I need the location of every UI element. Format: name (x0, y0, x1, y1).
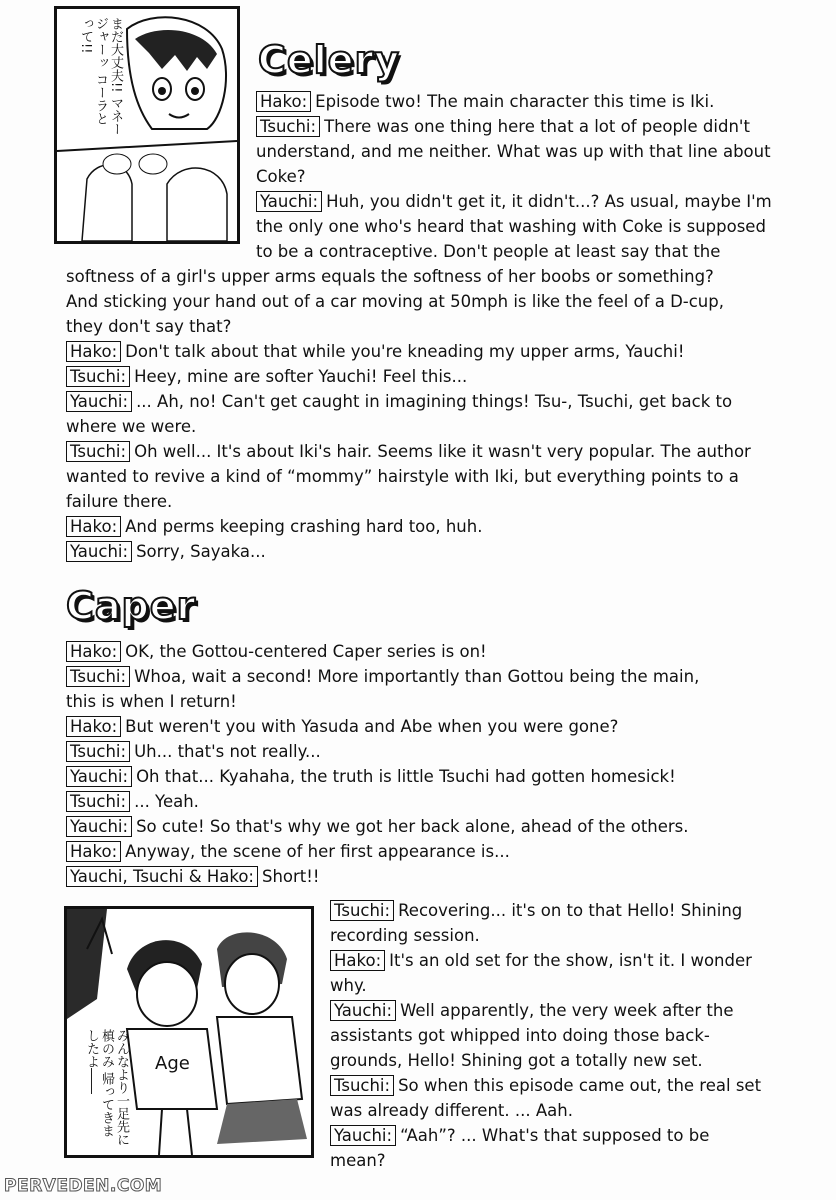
dialogue-text: Sorry, Sayaka... (136, 542, 266, 561)
dialogue-line (66, 314, 826, 339)
speaker-label: Tsuchi: (66, 441, 130, 462)
speaker-label: Hako: (66, 641, 121, 662)
dialogue-line (330, 1148, 830, 1173)
manga-panel-2 (64, 906, 314, 1158)
dialogue-line (256, 164, 826, 189)
dialogue-line (66, 739, 826, 764)
dialogue-line (66, 539, 826, 564)
dialogue-line (330, 898, 830, 923)
dialogue-line (330, 948, 830, 973)
dialogue-line (66, 764, 826, 789)
dialogue-text: Recovering... it's on to that Hello! Shining (398, 901, 743, 920)
speaker-label: Yauchi, Tsuchi & Hako: (66, 866, 258, 887)
dialogue-line (66, 489, 826, 514)
dialogue-line (66, 339, 826, 364)
dialogue-line (66, 814, 826, 839)
dialogue-text: Oh well... It's about Iki's hair. Seems like it wasn't very popular. The author (134, 442, 751, 461)
dialogue-text: grounds, Hello! Shining got a totally new set. (330, 1051, 703, 1070)
dialogue-text: the only one who's heard that washing with Coke is supposed (256, 217, 766, 236)
dialogue-text: But weren't you with Yasuda and Abe when you were gone? (125, 717, 619, 736)
dialogue-line (256, 214, 826, 239)
dialogue-text: Don't talk about that while you're kneading my upper arms, Yauchi! (125, 342, 685, 361)
dialogue-line (330, 973, 830, 998)
dialogue-line (66, 364, 826, 389)
speaker-label: Hako: (330, 950, 385, 971)
speaker-label: Yauchi: (330, 1125, 396, 1146)
dialogue-text: why. (330, 976, 367, 995)
speaker-label: Hako: (66, 716, 121, 737)
speaker-label: Tsuchi: (66, 741, 130, 762)
dialogue-line (66, 464, 826, 489)
dialogue-text: they don't say that? (66, 317, 232, 336)
dialogue-text: Well apparently, the very week after the (400, 1001, 734, 1020)
dialogue-line (330, 1123, 830, 1148)
dialogue-line (256, 89, 826, 114)
speaker-label: Hako: (66, 341, 121, 362)
dialogue-text: recording session. (330, 926, 480, 945)
dialogue-text: ... Ah, no! Can't get caught in imagining things! Tsu-, Tsuchi, get back to (136, 392, 733, 411)
dialogue-text: assistants got whipped into doing those back- (330, 1026, 710, 1045)
dialogue-line (256, 114, 826, 139)
dialogue-text: And sticking your hand out of a car moving at 50mph is like the feel of a D-cup, (66, 292, 724, 311)
dialogue-text: So when this episode came out, the real set (398, 1076, 762, 1095)
speaker-label: Tsuchi: (66, 366, 130, 387)
dialogue-line (66, 414, 826, 439)
dialogue-text: was already different. ... Aah. (330, 1101, 573, 1120)
panel-2-japanese-text: みんなより一足先に 槙のみ 帰ってきましたよ―― (84, 1029, 129, 1146)
dialogue-line (256, 239, 826, 264)
speaker-label: Hako: (66, 841, 121, 862)
dialogue-line (330, 1023, 830, 1048)
caper-dialogue-right (330, 898, 830, 1173)
dialogue-text: Anyway, the scene of her first appearance is... (125, 842, 510, 861)
dialogue-text: “Aah”? ... What's that supposed to be (400, 1126, 710, 1145)
dialogue-line (66, 289, 826, 314)
dialogue-line (66, 389, 826, 414)
speaker-label: Yauchi: (66, 541, 132, 562)
speaker-label: Yauchi: (66, 766, 132, 787)
dialogue-text: to be a contraceptive. Don't people at least say that the (256, 242, 721, 261)
watermark: PERVEDEN.COM (4, 1176, 163, 1196)
dialogue-line (66, 789, 826, 814)
dialogue-text: Huh, you didn't get it, it didn't...? As usual, maybe I'm (326, 192, 772, 211)
dialogue-text: mean? (330, 1151, 386, 1170)
dialogue-text: Heey, mine are softer Yauchi! Feel this... (134, 367, 468, 386)
dialogue-text: Whoa, wait a second! More importantly than Gottou being the main, (134, 667, 700, 686)
dialogue-text: Short!! (262, 867, 320, 886)
speaker-label: Yauchi: (256, 191, 322, 212)
speaker-label: Tsuchi: (330, 1075, 394, 1096)
caper-dialogue (66, 639, 826, 889)
dialogue-line (330, 1048, 830, 1073)
dialogue-line (66, 689, 826, 714)
dialogue-text: this is when I return! (66, 692, 237, 711)
dialogue-line (330, 1073, 830, 1098)
dialogue-text: And perms keeping crashing hard too, huh. (125, 517, 483, 536)
speaker-label: Hako: (256, 91, 311, 112)
dialogue-text: Coke? (256, 167, 306, 186)
dialogue-line (66, 664, 826, 689)
dialogue-text: failure there. (66, 492, 173, 511)
dialogue-line (66, 839, 826, 864)
speaker-label: Tsuchi: (66, 666, 130, 687)
panel-1-japanese-text: まだ大丈夫!! マネージャーッ コーラとって!! (78, 17, 123, 136)
speaker-label: Yauchi: (330, 1000, 396, 1021)
dialogue-line (256, 139, 826, 164)
dialogue-text: Uh... that's not really... (134, 742, 321, 761)
dialogue-text: where we were. (66, 417, 197, 436)
svg-text:Age: Age (155, 1053, 190, 1074)
speaker-label: Yauchi: (66, 816, 132, 837)
dialogue-text: ... Yeah. (134, 792, 199, 811)
dialogue-line (66, 714, 826, 739)
dialogue-text: Episode two! The main character this time is Iki. (315, 92, 715, 111)
celery-dialogue-continued (66, 264, 826, 564)
speaker-label: Hako: (66, 516, 121, 537)
manga-panel-1 (54, 6, 240, 244)
dialogue-text: softness of a girl's upper arms equals the softness of her boobs or something? (66, 267, 714, 286)
dialogue-line (66, 514, 826, 539)
dialogue-text: OK, the Gottou-centered Caper series is on! (125, 642, 487, 661)
dialogue-line (66, 439, 826, 464)
dialogue-text: understand, and me neither. What was up with that line about (256, 142, 771, 161)
dialogue-line (66, 639, 826, 664)
speaker-label: Tsuchi: (330, 900, 394, 921)
dialogue-text: Oh that... Kyahaha, the truth is little Tsuchi had gotten homesick! (136, 767, 676, 786)
dialogue-line (66, 864, 826, 889)
dialogue-text: So cute! So that's why we got her back alone, ahead of the others. (136, 817, 689, 836)
section-title-caper: Caper (66, 584, 197, 628)
dialogue-line (66, 264, 826, 289)
celery-dialogue (256, 89, 826, 264)
dialogue-text: It's an old set for the show, isn't it. I wonder (389, 951, 752, 970)
section-title-celery: Celery (258, 38, 400, 82)
speaker-label: Tsuchi: (256, 116, 320, 137)
dialogue-line (330, 1098, 830, 1123)
dialogue-line (330, 998, 830, 1023)
speaker-label: Yauchi: (66, 391, 132, 412)
dialogue-line (256, 189, 826, 214)
dialogue-text: wanted to revive a kind of “mommy” hairstyle with Iki, but everything points to a (66, 467, 739, 486)
speaker-label: Tsuchi: (66, 791, 130, 812)
dialogue-text: There was one thing here that a lot of people didn't (324, 117, 750, 136)
dialogue-line (330, 923, 830, 948)
